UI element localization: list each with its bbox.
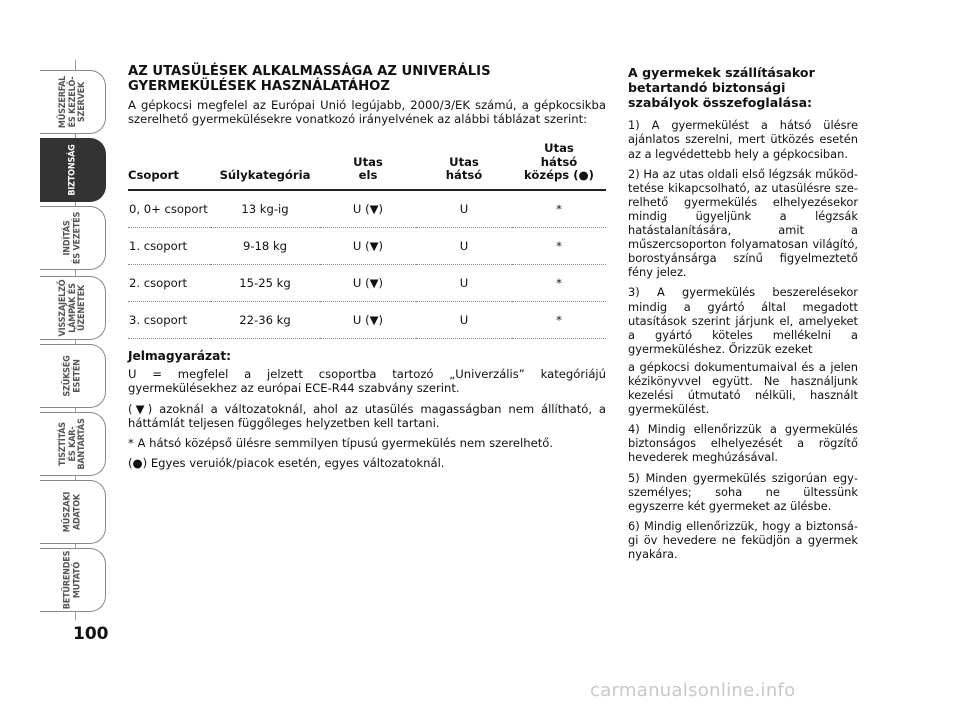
tab-szukseg[interactable]: SZÜKSÉG ESETÉN [40,344,106,408]
cell: U (▼) [320,301,416,338]
main-column [128,64,606,476]
tab-inditas[interactable]: INDÍTÁS ÉS VEZETÉS [40,206,106,270]
cell: U [416,264,512,301]
tab-visszajelzo[interactable]: VISSZAJELZŐ LÁMPÁK ÉS ÜZENETEK [40,276,106,340]
right-column [628,66,858,567]
rule-item: 2) Ha az utas oldali első légzsák működtetése kikapcsolható, az utasülésre szerelhető gyermekülés elhelyezésekor mindig ügyeljünk a légzsák hatástalanítására, amit a műszercsoporton folyamatosan világító, borostyánsárga színű figyelmeztető fény jelez. [628,166,858,280]
tab-tisztitas[interactable]: TISZTÍTÁS ÉS KAR- BANTARTÁS [40,412,106,476]
cell: * [512,301,606,338]
cell: U [416,190,512,228]
col-sulykategoria: Súlykategória [219,168,311,183]
table-row [128,190,606,228]
legend-item: U = megfelel a jelzett csoportba tartozó „Univerzális” kategóriájú gyermekülésekhez az európai ECE-R44 szabvány szerint. [128,367,606,396]
table-row [128,301,606,338]
cell: U [416,301,512,338]
tab-biztonsag[interactable]: BIZTONSÁG [40,138,106,202]
tab-muszaki[interactable]: MŰSZAKI ADATOK [40,480,106,544]
cell: U [416,227,512,264]
rule-item: 4) Mindig ellenőrizzük a gyermekülés biztonságos elhelyezését a rögzítő hevederek meghúzásával. [628,422,858,465]
rule-item: 3) A gyermekülés beszerelésekor mindig a gyártó által megadott utasítások szerint járjunk el, amelyeket a gyártó köteles mellékelni a gyermeküléshez. Őrizzük ezeket [628,285,858,356]
cell: 22-36 kg [210,301,320,338]
legend-item: (●) Egyes veruiók/piacok esetén, egyes változatoknál. [128,456,445,471]
col-csoport: Csoport [128,168,179,183]
cell: 3. csoport [128,301,210,338]
cell: U (▼) [320,264,416,301]
col-utas-hatso-kozep: Utas hátsó középs (●) [524,141,594,183]
tab-betu[interactable]: BETŰRENDES MUTATÓ [40,548,106,612]
rule-item: a gépkocsi dokumentumaival és a jelen kézikönyvvel együtt. Ne használjunk kezelési útmutató nélküli, használt gyermekülést. [628,359,858,417]
table-row [128,264,606,301]
cell: * [512,227,606,264]
intro-paragraph: A gépkocsi megfelel az Európai Unió legújabb, 2000/3/EK számú, a gépkocsikba szerelhető gyermekülésekre vonatkozó irányelvének az alábbi táblázat szerint: [128,98,606,127]
rule-item: 6) Mindig ellenőrizzük, hogy a biztonsági öv hevedere ne feküdjön a gyermek nyakára. [628,518,858,562]
rules-title: A gyermekek szállításakor betartandó biztonsági szabályok összefoglalása: [628,65,815,110]
cell: 2. csoport [128,264,210,301]
legend-title: Jelmagyarázat: [128,348,232,363]
cell: U (▼) [320,190,416,228]
tab-muszerfal[interactable]: MŰSZERFAL ÉS KEZELŐ- SZERVEK [40,70,106,134]
cell: * [512,264,606,301]
page-number: 100 [73,624,109,644]
cell: 0, 0+ csoport [128,190,210,228]
legend-item: (▼) azoknál a változatoknál, ahol az utasülés magasságban nem állítható, a háttámlát teljesen függőleges helyzetben kell tartani. [128,401,606,430]
legend-item: * A hátsó középső ülésre semmilyen típusú gyermekülés nem szerelhető. [128,435,554,450]
table-row [128,227,606,264]
cell: 9-18 kg [210,227,320,264]
col-utas-elso: Utas els [353,154,383,183]
watermark: carmanualsonline.info [590,680,796,701]
col-utas-hatso: Utas hátsó [445,154,483,183]
section-title: AZ UTASÜLÉSEK ALKALMASSÁGA AZ UNIVERÁLIS GYERMEKÜLÉSEK HASZNÁLATÁHOZ [128,64,491,94]
legend [128,349,606,470]
cell: * [512,190,606,228]
table-header-row [128,142,606,190]
rule-item: 1) A gyermekülést a hátsó ülésre ajánlatos szerelni, mert ütközés esetén az a legvédettebb hely a gépkocsiban. [628,118,858,161]
cell: U (▼) [320,227,416,264]
cell: 13 kg-ig [210,190,320,228]
rule-item: 5) Minden gyermekülés szigorúan egyszemélyes; soha ne ültessünk egyszerre két gyermeket az ülésbe. [628,470,858,513]
cell: 1. csoport [128,227,210,264]
suitability-table [128,142,606,339]
cell: 15-25 kg [210,264,320,301]
